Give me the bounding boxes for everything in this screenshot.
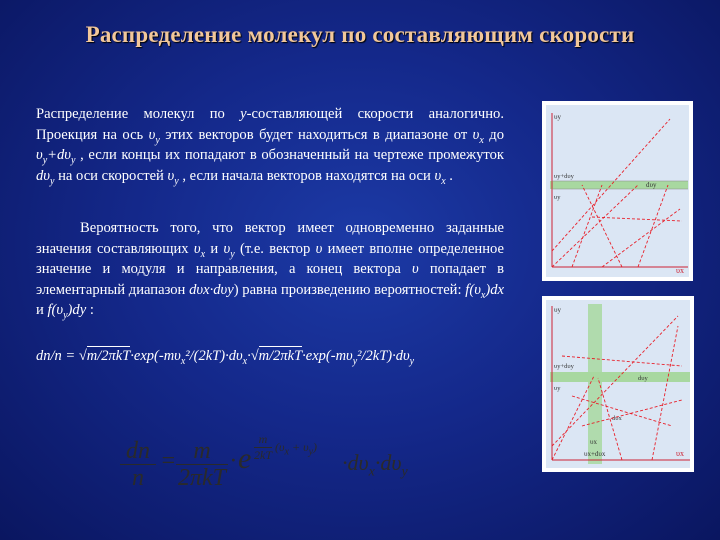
- label-axis-x: υx: [676, 266, 684, 275]
- velocity-diagram-y-svg: [542, 101, 693, 281]
- distribution-formula-text: $dn/n = √m/2\pi kT\cdot\exp(-m\upsilon_x^2/(2kT)\cdot d\upsilon_x\cdot√m/2\pi kT\cdot\exp(-m\upsilon_y^2/2kT)\cdot d\upsilon_y$: [36, 348, 415, 367]
- prefactor-fraction: m 2πkT: [177, 438, 227, 491]
- velocity-diagram-y: [542, 101, 693, 281]
- velocity-diagram-xy-svg: [542, 296, 694, 472]
- slide-title: Распределение молекул по составляющим скорости: [85, 22, 635, 47]
- velocity-diagram-xy: [542, 296, 694, 472]
- label-axis-y: υy: [554, 113, 561, 121]
- equals-sign: =: [160, 448, 177, 474]
- label-vy-plus: υy+dυy: [554, 173, 574, 180]
- label-dvy-b: dυy: [638, 375, 648, 382]
- band-dvy-b: [550, 372, 690, 382]
- label-dvx-b: dυx: [612, 415, 622, 422]
- label-vy: υy: [554, 194, 561, 201]
- label-dvy: dυy: [646, 181, 657, 189]
- diagram-background: [546, 105, 689, 277]
- label-vy-b: υy: [554, 385, 561, 392]
- distribution-formula-image: [120, 430, 440, 500]
- differential-tail: $\cdot d\upsilon_x\cdot d\upsilon_y$: [342, 450, 408, 480]
- dot-sign: ·: [230, 448, 236, 474]
- diagram-background-b: [546, 300, 690, 468]
- label-axis-x-b: υx: [676, 449, 684, 458]
- exponent: $\frac{m}{2kT}$ $(\upsilon_x + \upsilon_y)$: [254, 432, 318, 462]
- label-vx-plus-b: υx+dυx: [584, 450, 606, 458]
- label-axis-y-b: υy: [554, 306, 561, 314]
- label-vy-plus-b: υy+dυy: [554, 363, 574, 370]
- label-vx-b: υx: [590, 438, 597, 446]
- paragraph-1: Распределение молекул по y-составляющей скорости аналогично. Проекция на ось $\upsilon_y$ этих векторов будет находиться в диапазоне от $\upsilon_x$ до $\upsilon_y+d\upsilon_y$ , если концы их попадают в обозначенный на чертеже промежуток $d\upsilon_y$ на оси скоростей $\upsilon_y$ , если начала векторов находятся на оси $\upsilon_x$ .: [36, 106, 504, 187]
- band-dvy: [550, 181, 688, 189]
- paragraph-2: Вероятность того, что вектор имеет одновременно заданные значения составляющих $\upsilon_x$ и $\upsilon_y$ (т.е. вектор υ имеет вполне определенное значение и модуля и направления, а конец вектора υ попадает в элементарный диапазон dυx·dυy) равна произведению вероятностей: $f(\upsilon_x)dx$ и $f(\upsilon_y)dy$ :: [36, 220, 505, 322]
- lhs-fraction: dn n: [120, 438, 156, 491]
- exponent-base: e: [238, 442, 252, 475]
